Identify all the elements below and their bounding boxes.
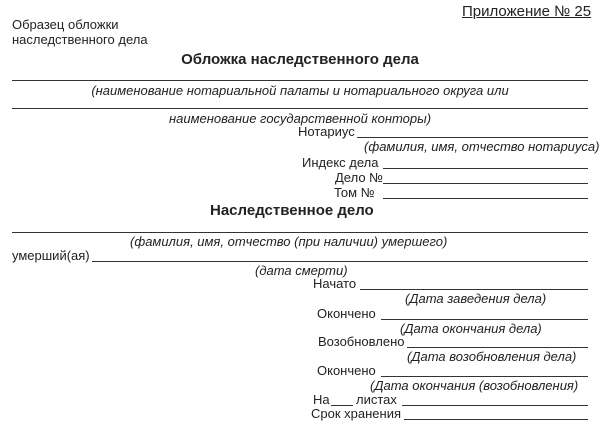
- sample-caption-line1: Образец обложки: [12, 17, 119, 32]
- started-line: [360, 289, 588, 290]
- annex-label: Приложение № 25: [462, 3, 592, 20]
- resumed-hint: (Дата возобновления дела): [407, 349, 577, 364]
- finished-again-line: [381, 376, 588, 377]
- deceased-name-line: [12, 232, 588, 233]
- finished-hint: (Дата окончания дела): [400, 321, 542, 336]
- started-label: Начато: [313, 276, 357, 291]
- started-hint: (Дата заведения дела): [405, 291, 547, 306]
- sheets-label: листах: [356, 392, 397, 407]
- death-date-hint: (дата смерти): [255, 263, 348, 278]
- storage-label: Срок хранения: [311, 406, 401, 421]
- notary-label: Нотариус: [298, 124, 355, 139]
- resumed-label: Возобновлено: [318, 334, 405, 349]
- chamber-line-2: [12, 108, 588, 109]
- volume-number-label: Том №: [334, 185, 375, 200]
- sheets-line: [402, 405, 588, 406]
- notary-hint: (фамилия, имя, отчество нотариуса): [364, 139, 600, 154]
- sample-caption-line2: наследственного дела: [12, 32, 148, 47]
- deceased-line: [92, 261, 588, 262]
- deceased-label: умерший(ая): [12, 248, 90, 263]
- volume-number-line: [383, 198, 588, 199]
- case-index-label: Индекс дела: [302, 155, 379, 170]
- cover-title: Обложка наследственного дела: [181, 51, 419, 68]
- chamber-line-1: [12, 80, 588, 81]
- case-number-label: Дело №: [335, 170, 384, 185]
- case-title: Наследственное дело: [210, 202, 374, 219]
- storage-line: [404, 419, 588, 420]
- deceased-name-hint: (фамилия, имя, отчество (при наличии) умершего): [130, 234, 448, 249]
- notary-line: [357, 137, 588, 138]
- finished-label: Окончено: [317, 306, 376, 321]
- chamber-hint-1: (наименование нотариальной палаты и нотариального округа или: [91, 83, 509, 98]
- chamber-hint-2: наименование государственной конторы): [168, 111, 432, 126]
- case-number-line: [383, 183, 588, 184]
- finished-line: [381, 319, 588, 320]
- finished-again-label: Окончено: [317, 363, 376, 378]
- sheets-on-label: На: [313, 392, 330, 407]
- resumed-line: [407, 347, 588, 348]
- case-index-line: [383, 168, 588, 169]
- finished-again-hint: (Дата окончания (возобновления): [370, 378, 579, 393]
